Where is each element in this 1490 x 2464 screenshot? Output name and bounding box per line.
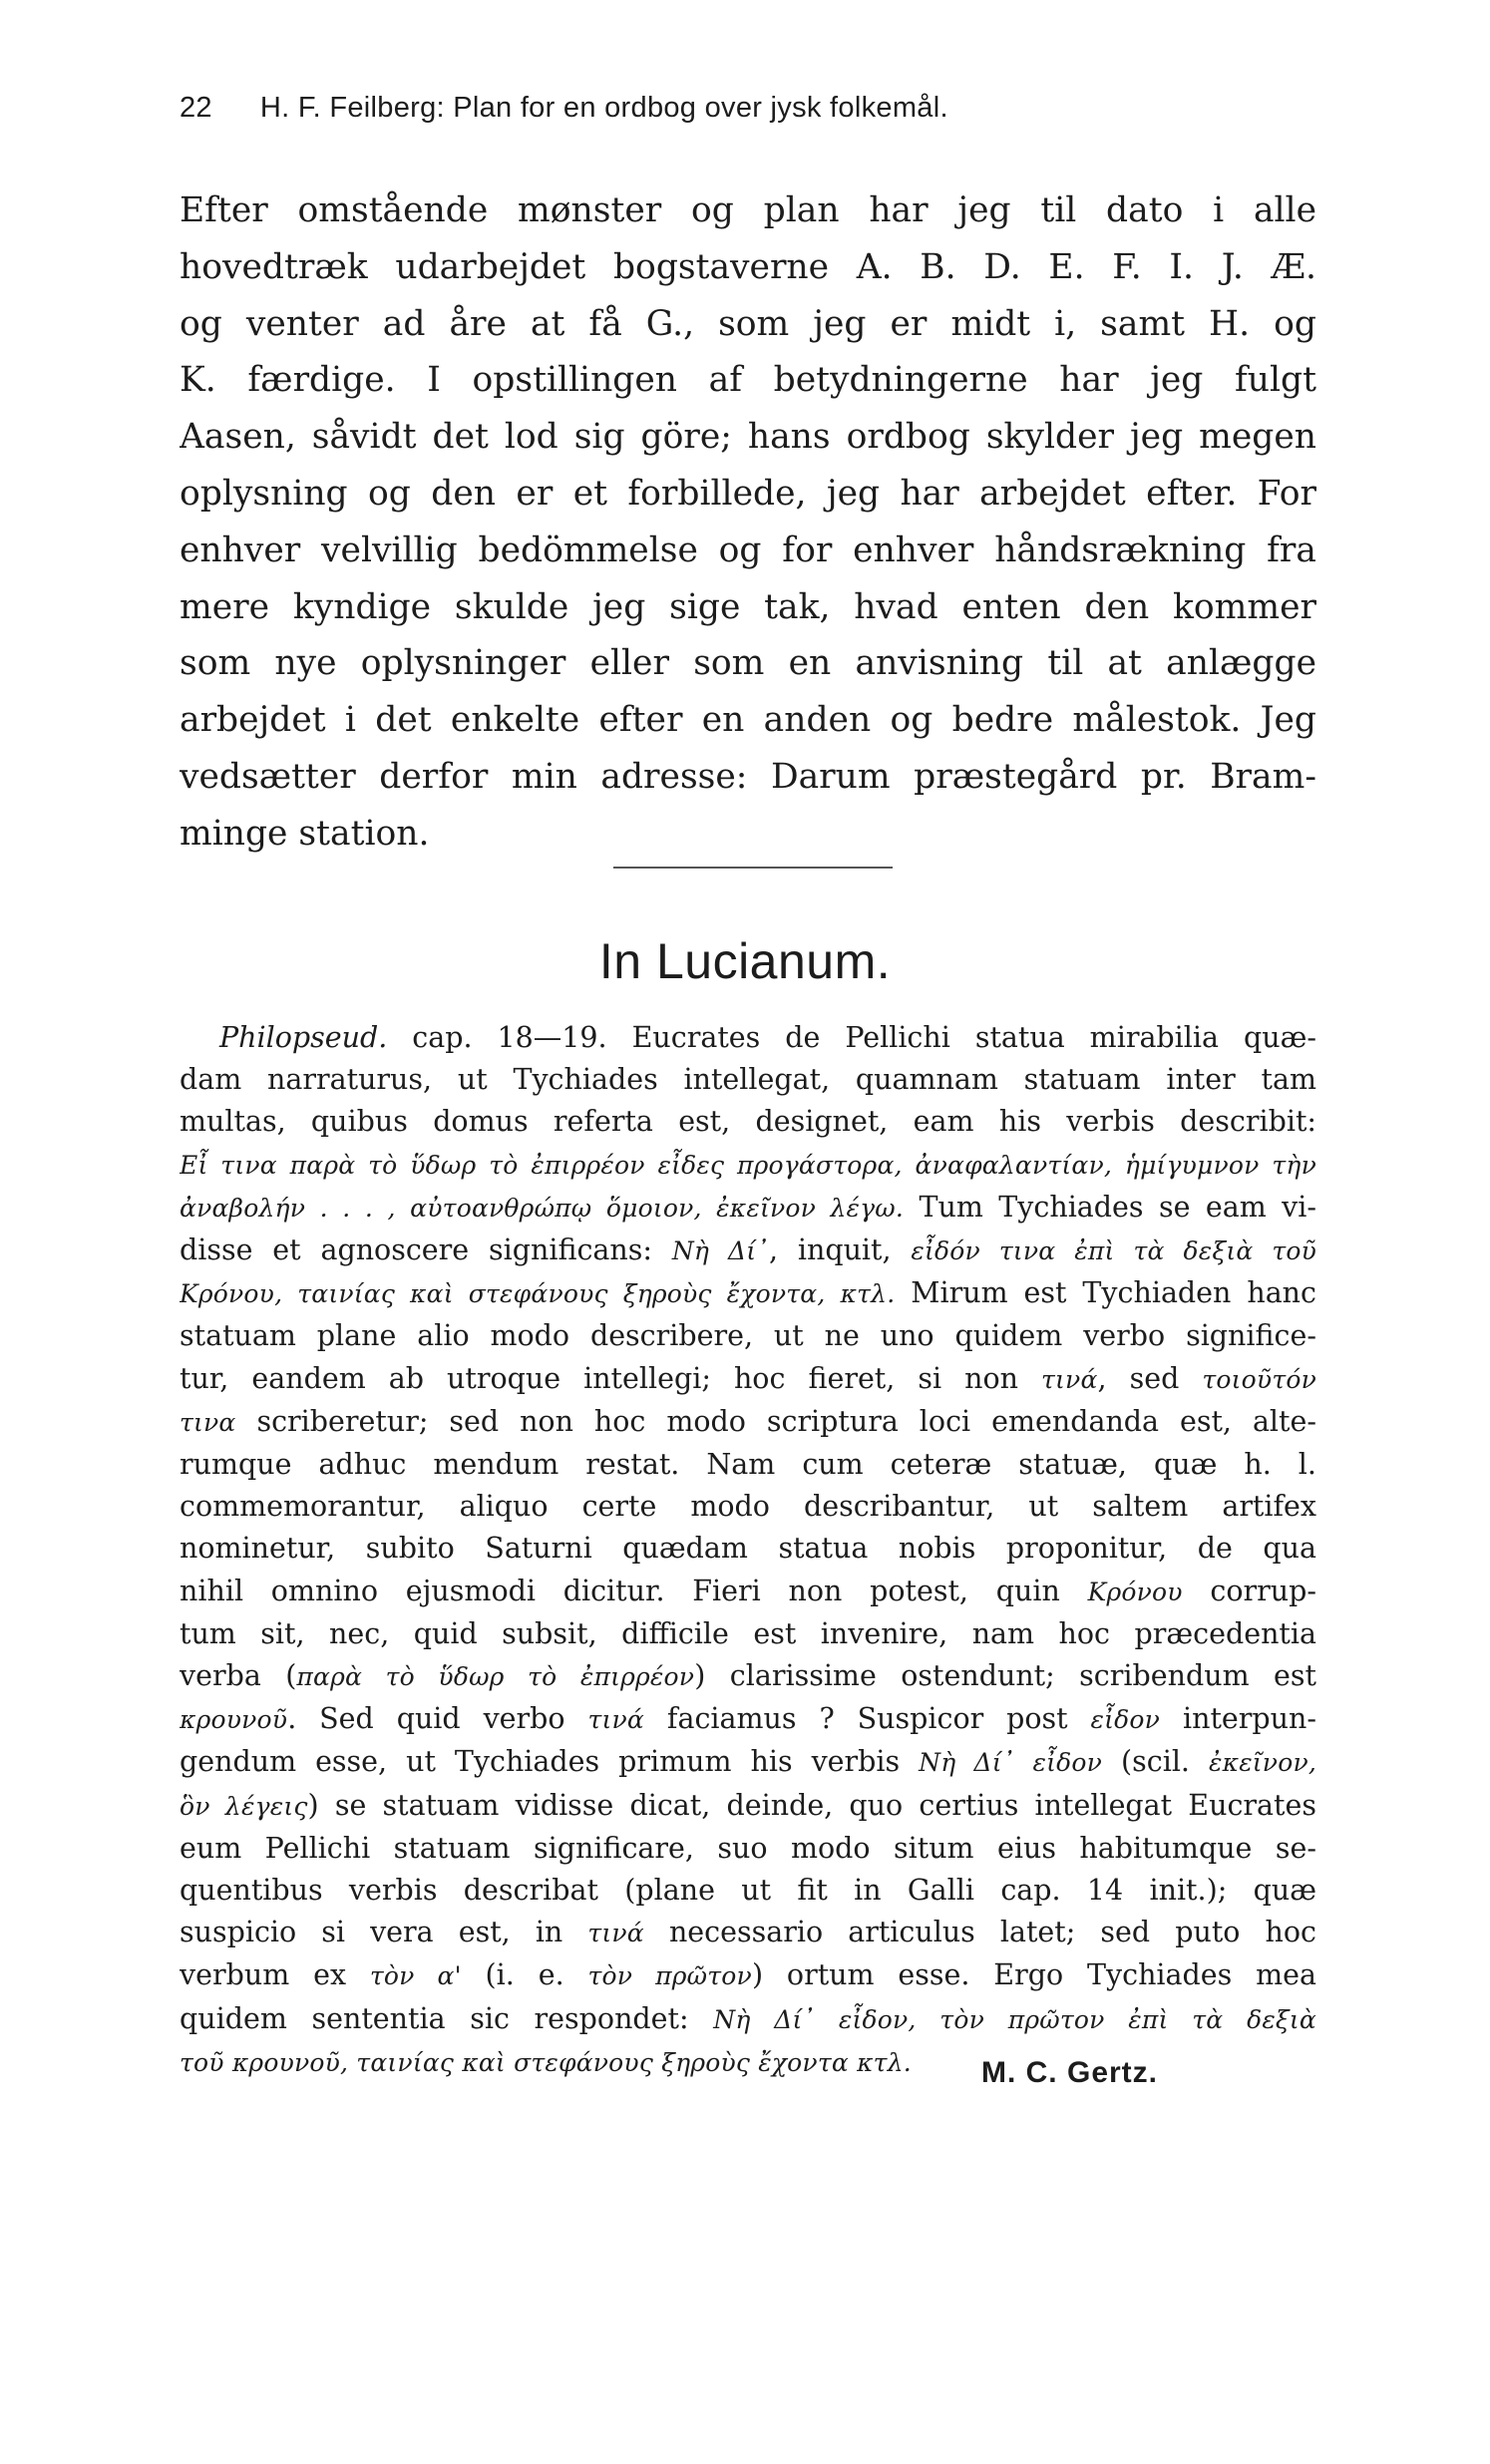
- text-line: tum sit, nec, quid subsit, difficile est invenire, nam hoc præcedentia: [180, 1616, 1316, 1650]
- text-run: interpun-: [1160, 1702, 1316, 1736]
- text-line: mere kyndige skulde jeg sige tak, hvad enten den kommer: [180, 586, 1316, 627]
- text-line: vedsætter derfor min adresse: Darum præstegård pr. Bram-: [180, 756, 1316, 797]
- text-run: scriberetur; sed non hoc modo scriptura loci emendanda est, alte-: [235, 1404, 1316, 1438]
- greek-quote: Νὴ Δί᾿ εἶδον, τὸν πρῶτον ἐπὶ τὰ δεξιὰ: [713, 2004, 1316, 2034]
- greek-word: ἐκεῖνον,: [1208, 1748, 1316, 1778]
- text-run: verbum ex: [180, 1958, 370, 1992]
- section-title: In Lucianum.: [598, 933, 892, 989]
- running-title: H. F. Feilberg: Plan for en ordbog over jysk folkemål.: [259, 92, 948, 124]
- text-line: hovedtræk udarbejdet bogstaverne A. B. D. E. F. I. J. Æ.: [180, 246, 1316, 287]
- page-number: 22: [180, 92, 212, 124]
- text-line: [180, 1144, 1316, 1187]
- greek-quote: Νὴ Δί᾿ εἶδον: [919, 1748, 1103, 1778]
- text-run: quidem sententia sic respondet:: [180, 2001, 714, 2035]
- text-run: necessario articulus latet; sed puto hoc: [643, 1916, 1316, 1949]
- greek-word: τινά: [1041, 1364, 1098, 1394]
- text-line: multas, quibus domus referta est, designet, eam his verbis describit:: [180, 1105, 1316, 1139]
- text-line: som nye oplysninger eller som en anvisning til at anlægge: [180, 643, 1316, 684]
- greek-word: εἶδον: [1090, 1705, 1161, 1735]
- text-run: gendum esse, ut Tychiades primum his verbis: [180, 1745, 920, 1779]
- text-line: quentibus verbis describat (plane ut fit in Galli cap. 14 init.); quæ: [180, 1874, 1316, 1908]
- text-line: enhver velvillig bedömmelse og for enhver håndsrækning fra: [180, 529, 1316, 570]
- running-head: [180, 92, 1316, 125]
- text-line: [180, 1230, 1316, 1272]
- text-line: Efter omstående mønster og plan har jeg til dato i alle: [180, 190, 1316, 230]
- text-run: , inquit,: [768, 1233, 912, 1267]
- text-line: K. færdige. I opstillingen af betydningerne har jeg fulgt: [180, 360, 1316, 401]
- text-line: [180, 1187, 1316, 1230]
- text-line: [180, 1017, 1316, 1059]
- text-line: [180, 1571, 1316, 1613]
- author-signature: M. C. Gertz.: [980, 2056, 1158, 2089]
- greek-quote: ἀναβολήν . . . , αὐτοανθρώπῳ ὅμοιον, ἐκεῖνον λέγω.: [180, 1193, 905, 1223]
- greek-word: τινα: [180, 1407, 236, 1437]
- text-line: dam narraturus, ut Tychiades intellegat, quamnam statuam inter tam: [180, 1063, 1316, 1097]
- greek-quote: Εἶ τινα παρὰ τὸ ὕδωρ τὸ ἐπιρρέον εἶδες προγάστορα, ἀναφαλαντίαν, ἡμίγυμνον τὴν: [180, 1150, 1316, 1180]
- text-line: [180, 1655, 1316, 1698]
- danish-paragraph: [180, 182, 1316, 863]
- text-line: [180, 1954, 1316, 1997]
- text-run: ) ortum esse. Ergo Tychiades mea: [751, 1958, 1316, 1992]
- text-run: (scil.: [1102, 1745, 1209, 1779]
- text-line: [180, 1912, 1316, 1954]
- text-line: nominetur, subito Saturni quædam statua nobis proponitur, de qua: [180, 1532, 1316, 1566]
- greek-quote: Νὴ Δί᾿: [671, 1236, 769, 1266]
- text-line: og venter ad åre at få G., som jeg er midt i, samt H. og: [180, 303, 1316, 344]
- text-line: arbejdet i det enkelte efter en anden og bedre målestok. Jeg: [180, 700, 1316, 741]
- greek-word: τινά: [587, 1705, 644, 1735]
- text-line: eum Pellichi statuam significare, suo modo situm eius habitumque se-: [180, 1831, 1316, 1865]
- text-line: statuam plane alio modo describere, ut ne uno quidem verbo significe-: [180, 1319, 1316, 1353]
- text-line: Aasen, såvidt det lod sig göre; hans ordbog skylder jeg megen: [180, 417, 1316, 458]
- greek-word: τοιοῦτόν: [1202, 1364, 1316, 1394]
- text-line: [180, 1358, 1316, 1401]
- text-run: , sed: [1097, 1361, 1180, 1395]
- text-run: ) se statuam vidisse dicat, deinde, quo certius intellegat Eucrates: [307, 1788, 1316, 1822]
- text-line: [180, 1698, 1316, 1741]
- greek-word: κρουνοῦ: [180, 1705, 288, 1735]
- text-line: minge station.: [180, 813, 430, 854]
- text-line: [180, 1785, 1316, 1828]
- text-line: rumque adhuc mendum restat. Nam cum ceteræ statuæ, quæ h. l.: [180, 1448, 1316, 1482]
- greek-word: τινά: [587, 1919, 644, 1948]
- text-line: [180, 1401, 1316, 1444]
- greek-word: τὸν α': [369, 1961, 462, 1991]
- text-run: cap. 18—19. Eucrates de Pellichi statua mirabilia quæ-: [387, 1021, 1316, 1054]
- text-run: . Sed quid verbo: [287, 1702, 588, 1736]
- greek-word: Κρόνου: [1087, 1577, 1183, 1606]
- text-run: suspicio si vera est, in: [180, 1916, 588, 1949]
- text-line: [180, 1741, 1316, 1784]
- text-run: Tum Tychiades se eam vi-: [904, 1190, 1316, 1224]
- text-run: disse et agnoscere significans:: [180, 1233, 672, 1267]
- section-divider: [613, 867, 893, 869]
- text-run: tur, eandem ab utroque intellegi; hoc fieret, si non: [180, 1361, 1018, 1395]
- greek-quote: εἶδόν τινα ἐπὶ τὰ δεξιὰ τοῦ: [911, 1236, 1316, 1266]
- greek-word: ὃν λέγεις: [180, 1791, 308, 1821]
- text-run: corrup-: [1182, 1574, 1316, 1607]
- greek-quote: τοῦ κρουνοῦ, ταινίας καὶ στεφάνους ξηροὺς ἔχοντα κτλ.: [180, 2047, 912, 2077]
- latin-article: [180, 1017, 1316, 2084]
- text-run: ) clarissime ostendunt; scribendum est: [694, 1659, 1316, 1693]
- text-run: (i. e.: [461, 1958, 588, 1992]
- greek-quote: παρὰ τὸ ὕδωρ τὸ ἐπιρρέον: [296, 1662, 695, 1692]
- text-run: verba (: [180, 1659, 297, 1693]
- work-title: Philopseud.: [219, 1021, 388, 1054]
- text-run: nihil omnino ejusmodi dicitur. Fieri non potest, quin: [180, 1574, 1060, 1607]
- text-line: [180, 1272, 1316, 1315]
- text-run: Mirum est Tychiaden hanc: [895, 1276, 1316, 1310]
- text-run: faciamus ? Suspicor post: [644, 1702, 1091, 1736]
- text-line: commemorantur, aliquo certe modo describantur, ut saltem artifex: [180, 1490, 1316, 1524]
- greek-quote: Κρόνου, ταινίας καὶ στεφάνους ξηροὺς ἔχοντα, κτλ.: [180, 1279, 896, 1309]
- text-line: oplysning og den er et forbillede, jeg har arbejdet efter. For: [180, 473, 1316, 514]
- greek-word: τὸν πρῶτον: [587, 1961, 752, 1991]
- text-line: [180, 1998, 1316, 2041]
